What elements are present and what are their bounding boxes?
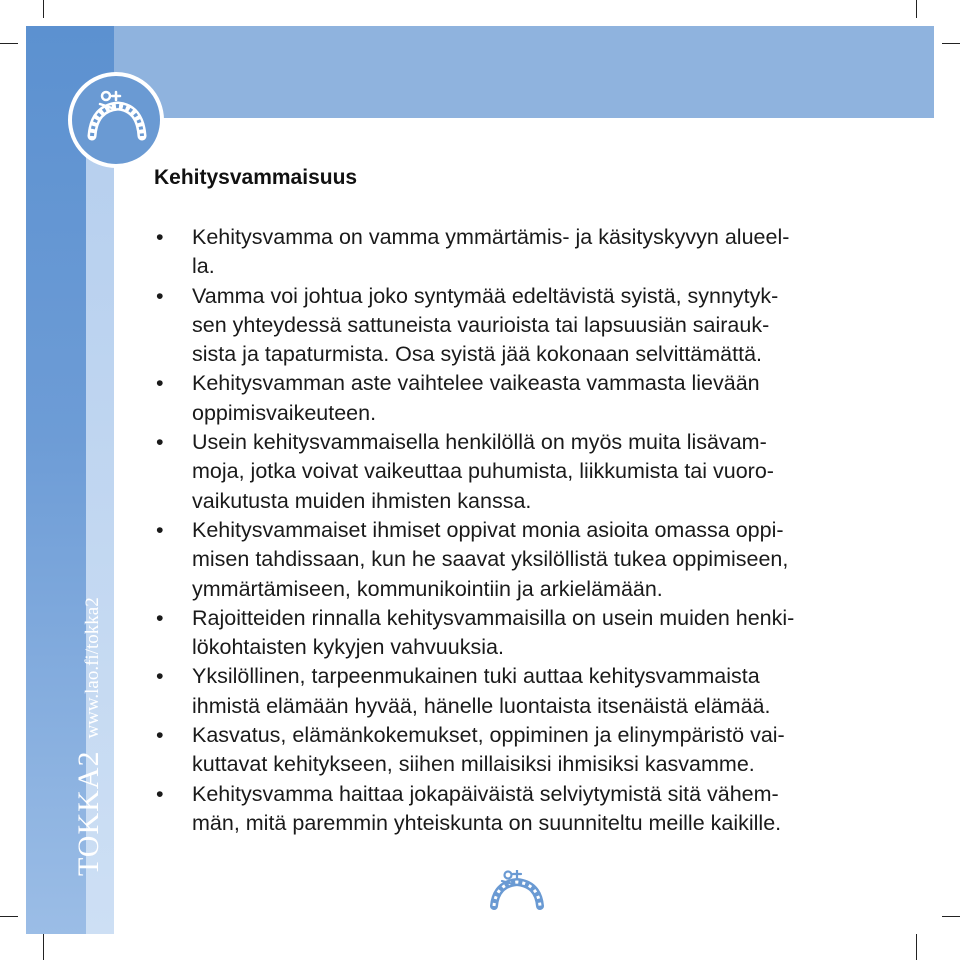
crop-mark xyxy=(916,930,917,960)
list-item xyxy=(156,662,876,721)
page-title: Kehitysvammaisuus xyxy=(154,166,358,189)
bullet-text-line: sista ja tapaturmista. Osa syistä jää kokonaan selvittämättä. xyxy=(192,342,763,367)
sidebar-vertical-label xyxy=(72,597,106,876)
bullet-text-line: kuttavat kehitykseen, siihen millaisiksi ihmisiksi kasvamme. xyxy=(192,752,755,777)
bullet-dot: • xyxy=(156,225,164,249)
bullet-text-line: Vamma voi johtua joko syntymää edeltävistä syistä, synnytyk- xyxy=(192,283,779,308)
bullet-text-line: ymmärtämiseen, kommunikointiin ja arkielämään. xyxy=(192,576,663,601)
crop-mark xyxy=(0,43,18,44)
bullet-text-line: ihmistä elämään hyvää, hänelle luontaista itsenäistä elämää. xyxy=(192,693,771,718)
bullet-text-line: Kehitysvamma on vamma ymmärtämis- ja käsityskyvyn alueel- xyxy=(192,225,790,249)
bullet-text-line: Kehitysvamma haittaa jokapäiväistä selviytymistä sitä vähem- xyxy=(192,781,779,806)
top-band xyxy=(26,26,934,118)
crop-mark xyxy=(916,0,917,18)
bullet-dot: • xyxy=(156,723,164,748)
list-item xyxy=(156,604,876,663)
list-item xyxy=(156,780,876,839)
logo-badge xyxy=(68,72,164,168)
bullet-text-line: la. xyxy=(192,254,215,279)
brand-name: TOKKA2 xyxy=(72,750,105,876)
wheelchair-logo-icon xyxy=(488,870,546,917)
bullet-text-line: Kehitysvammaiset ihmiset oppivat monia asioita omassa oppi- xyxy=(192,517,784,542)
bullet-dot: • xyxy=(156,283,164,308)
bullet-dot: • xyxy=(156,430,164,455)
bullet-text-line: Rajoitteiden rinnalla kehitysvammaisilla on usein muiden henki- xyxy=(192,605,795,630)
bullet-text-line: Kasvatus, elämänkokemukset, oppiminen ja elinympäristö vai- xyxy=(192,723,785,748)
card-page xyxy=(26,26,934,934)
bullet-dot: • xyxy=(156,371,164,396)
bullet-text-line: oppimisvaikeuteen. xyxy=(192,400,377,425)
list-item xyxy=(156,428,876,516)
crop-mark xyxy=(942,916,960,917)
list-item xyxy=(156,516,876,604)
crop-mark xyxy=(43,930,44,960)
list-item xyxy=(156,223,876,282)
bullet-text-line: Kehitysvamman aste vaihtelee vaikeasta vammasta lievään xyxy=(192,371,760,396)
bullet-dot: • xyxy=(156,781,164,806)
bullet-text-line: lökohtaisten kykyjen vahvuuksia. xyxy=(192,635,504,660)
list-item xyxy=(156,369,876,428)
bullet-text-line: sen yhteydessä sattuneista vaurioista tai lapsuusiän sairauk- xyxy=(192,312,770,337)
bullet-dot: • xyxy=(156,664,164,689)
bullet-list xyxy=(156,223,876,838)
bullet-dot: • xyxy=(156,605,164,630)
list-item xyxy=(156,282,876,370)
crop-mark xyxy=(0,916,18,917)
bullet-text-line: Yksilöllinen, tarpeenmukainen tuki auttaa kehitysvammaista xyxy=(192,664,760,689)
bullet-dot: • xyxy=(156,517,164,542)
bullet-text-line: misen tahdissaan, kun he saavat yksilöllistä tukea oppimiseen, xyxy=(192,547,789,572)
bullet-text-line: Usein kehitysvammaisella henkilöllä on myös muita lisävam- xyxy=(192,430,767,455)
list-item xyxy=(156,721,876,780)
bullet-text-line: vaikutusta muiden ihmisten kanssa. xyxy=(192,488,532,513)
bullet-text-line: moja, jotka voivat vaikeuttaa puhumista, liikkumista tai vuoro- xyxy=(192,459,774,484)
crop-mark xyxy=(43,0,44,18)
crop-mark xyxy=(942,43,960,44)
bullet-text-line: män, mitä paremmin yhteiskunta on suunniteltu meille kaikille. xyxy=(192,810,782,835)
website-url[interactable]: www.lao.fi/tokka2 xyxy=(82,597,103,739)
